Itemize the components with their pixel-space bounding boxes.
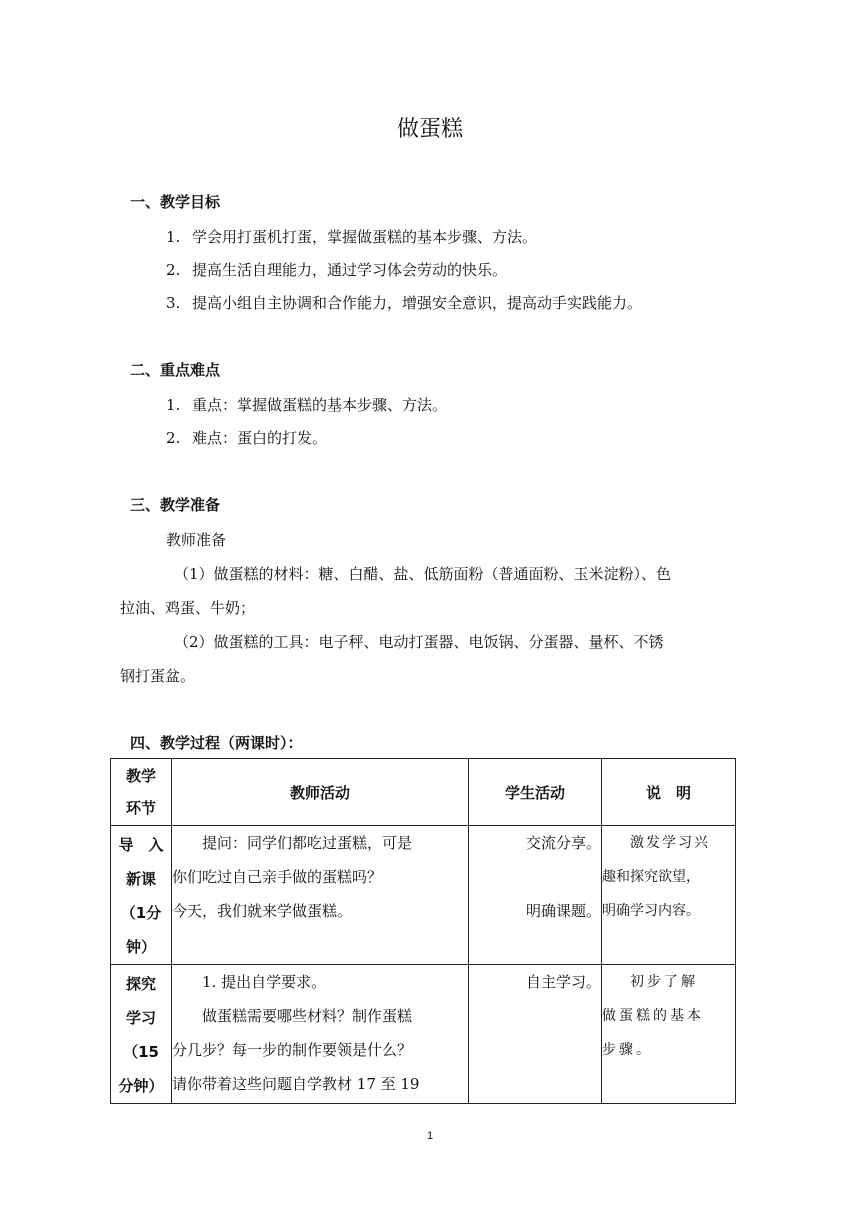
page-number: 1 [426, 1130, 434, 1142]
note-line: 趣和探究欲望， [602, 869, 700, 885]
header-note: 说 明 [602, 759, 736, 826]
goal-item [166, 259, 507, 280]
stage-line: 探究 [125, 975, 156, 993]
spacer [469, 860, 601, 894]
stage-line: （1分 [120, 904, 162, 922]
section-heading-process: 四、教学过程（两课时）： [130, 734, 303, 752]
teacher-activity-line: 1. 提出自学要求。 [202, 973, 327, 991]
header-student: 学生活动 [469, 759, 602, 826]
goal-item-number: 1. [166, 228, 181, 246]
student-activity-line: 交流分享。 [525, 834, 601, 852]
header-stage-line: 教学 [125, 767, 156, 785]
prep-subheading: 教师准备 [166, 531, 227, 549]
goal-item [166, 226, 537, 247]
teacher-activity-line: 今天，我们就来学做蛋糕。 [172, 902, 353, 920]
student-activity-line: 明确课题。 [525, 902, 601, 920]
note-cell [602, 826, 736, 965]
note-line: 激发学习兴 [630, 835, 710, 851]
teacher-activity-line: 请你带着这些问题自学教材 17 至 19 [172, 1075, 420, 1093]
goal-item [166, 292, 642, 313]
student-activity-line: 自主学习。 [525, 973, 601, 991]
stage-line: 学习 [125, 1009, 156, 1027]
keypoint-item [166, 394, 447, 415]
teacher-activity-line: 做蛋糕需要哪些材料？制作蛋糕 [202, 1007, 413, 1025]
teacher-activity-line: 分几步？每一步的制作要领是什么？ [172, 1041, 413, 1059]
stage-line: 钟） [125, 938, 156, 956]
stage-line: 新课 [125, 870, 156, 888]
header-stage-line: 环节 [125, 799, 156, 817]
header-stage [111, 759, 172, 826]
goal-item-text: 提高生活自理能力，通过学习体会劳动的快乐。 [192, 261, 508, 279]
keypoint-item-text: 重点：掌握做蛋糕的基本步骤、方法。 [192, 396, 448, 414]
prep-tools-line: （2）做蛋糕的工具：电子秤、电动打蛋器、电饭锅、分蛋器、量杯、不锈 [174, 633, 664, 651]
student-activity-cell [469, 965, 602, 1104]
student-activity-cell [469, 826, 602, 965]
keypoint-item-number: 1. [166, 396, 181, 414]
section-heading-keypoints: 二、重点难点 [130, 361, 221, 379]
section-heading-prep: 三、教学准备 [130, 496, 221, 514]
goal-item-number: 2. [166, 261, 181, 279]
section-heading-goals: 一、教学目标 [130, 193, 221, 211]
table-header-row [111, 759, 736, 826]
note-line: 步骤。 [602, 1042, 653, 1058]
keypoint-item-number: 2. [166, 429, 181, 447]
note-line: 明确学习内容。 [602, 903, 700, 919]
stage-line: （15 [123, 1043, 159, 1061]
table-row [111, 826, 736, 965]
note-cell [602, 965, 736, 1104]
stage-cell [111, 965, 172, 1104]
keypoint-item [166, 427, 327, 448]
stage-line: 导 入 [118, 836, 164, 854]
document-title: 做蛋糕 [396, 117, 463, 142]
prep-materials-line: 拉油、鸡蛋、牛奶； [120, 599, 256, 617]
note-line: 初步了解 [630, 974, 698, 990]
note-line: 做蛋糕的基本 [602, 1008, 704, 1024]
teacher-activity-cell [172, 826, 469, 965]
goal-item-text: 学会用打蛋机打蛋，掌握做蛋糕的基本步骤、方法。 [192, 228, 538, 246]
prep-tools-line: 钢打蛋盆。 [120, 667, 196, 685]
teacher-activity-cell [172, 965, 469, 1104]
stage-cell [111, 826, 172, 965]
goal-item-number: 3. [166, 294, 181, 312]
goal-item-text: 提高小组自主协调和合作能力，增强安全意识，提高动手实践能力。 [192, 294, 643, 312]
teacher-activity-line: 提问：同学们都吃过蛋糕，可是 [202, 834, 413, 852]
prep-materials-line: （1）做蛋糕的材料：糖、白醋、盐、低筋面粉（普通面粉、玉米淀粉）、色 [174, 565, 672, 583]
table-row [111, 965, 736, 1104]
stage-line: 分钟） [118, 1077, 164, 1095]
header-teacher: 教师活动 [172, 759, 469, 826]
keypoint-item-text: 难点：蛋白的打发。 [192, 429, 328, 447]
process-table [110, 758, 736, 1104]
teacher-activity-line: 你们吃过自己亲手做的蛋糕吗？ [172, 868, 383, 886]
